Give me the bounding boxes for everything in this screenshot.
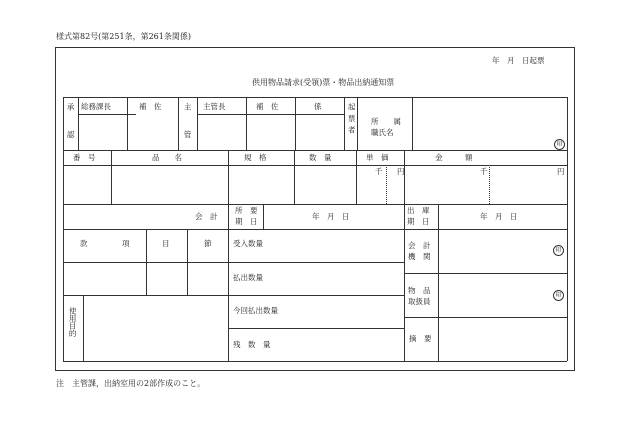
unit-yen-amount: 円	[557, 167, 565, 176]
budget-kan: 款	[80, 239, 88, 248]
budget-setsu: 節	[204, 239, 212, 248]
unit-thousand-amount: 千	[480, 167, 488, 176]
col-amount: 金 額	[435, 153, 473, 162]
dispatch-date-label: 出 庫 期 日	[407, 206, 430, 226]
col-qty: 数 量	[309, 153, 332, 162]
unit-thousand-price: 千	[375, 167, 383, 176]
date-line: 年 月 日起票	[492, 56, 545, 65]
unit-yen-price: 円	[397, 167, 405, 176]
goods-handler-seal: 印	[553, 290, 564, 301]
approval-col-general-affairs: 総務課長	[81, 102, 111, 111]
main-col-director: 主管長	[203, 102, 226, 111]
accounting-org-label: 会 計 機 関	[408, 241, 431, 262]
accounting-label: 会 計	[195, 212, 218, 221]
qty-disbursed: 払出数量	[233, 273, 263, 282]
issuer-label: 起票者	[347, 103, 357, 138]
main-col-deputy: 補 佐	[256, 102, 279, 111]
accounting-org-seal: 印	[553, 245, 564, 256]
due-date-value: 年 月 日	[312, 212, 350, 221]
col-unit-price: 単 価	[366, 153, 389, 162]
qty-current-disbursed: 今回払出数量	[233, 306, 278, 315]
summary-label: 摘 要	[409, 334, 432, 343]
qty-received: 受入数量	[233, 239, 263, 248]
dispatch-date-value: 年 月 日	[480, 212, 518, 221]
form-number: 様式第82号(第251条，第261条関係)	[56, 32, 191, 41]
form-frame	[55, 47, 575, 371]
col-number: 番 号	[73, 153, 96, 162]
purpose-label: 使用目的	[68, 307, 78, 337]
due-date-label: 所 要 期 日	[235, 206, 258, 226]
form-title: 供用物品請求(受領)票・物品出納通知票	[252, 78, 395, 87]
footnote: 注 主管課，出納室用の2部作成のこと。	[56, 379, 206, 388]
col-spec: 規 格	[244, 153, 267, 162]
qty-remaining: 残 数 量	[233, 340, 271, 349]
col-name: 品 名	[152, 153, 182, 162]
main-dept-label: 主管	[183, 103, 193, 158]
issuer-field: 所 属 職氏名	[371, 117, 401, 138]
budget-moku: 目	[162, 239, 170, 248]
budget-kou: 項	[122, 239, 130, 248]
approval-label: 承認	[66, 103, 76, 158]
goods-handler-label: 物 品 取扱員	[408, 286, 431, 307]
issuer-seal: 印	[554, 139, 565, 150]
main-col-staff: 係	[314, 102, 322, 111]
approval-col-deputy: 補 佐	[139, 102, 162, 111]
